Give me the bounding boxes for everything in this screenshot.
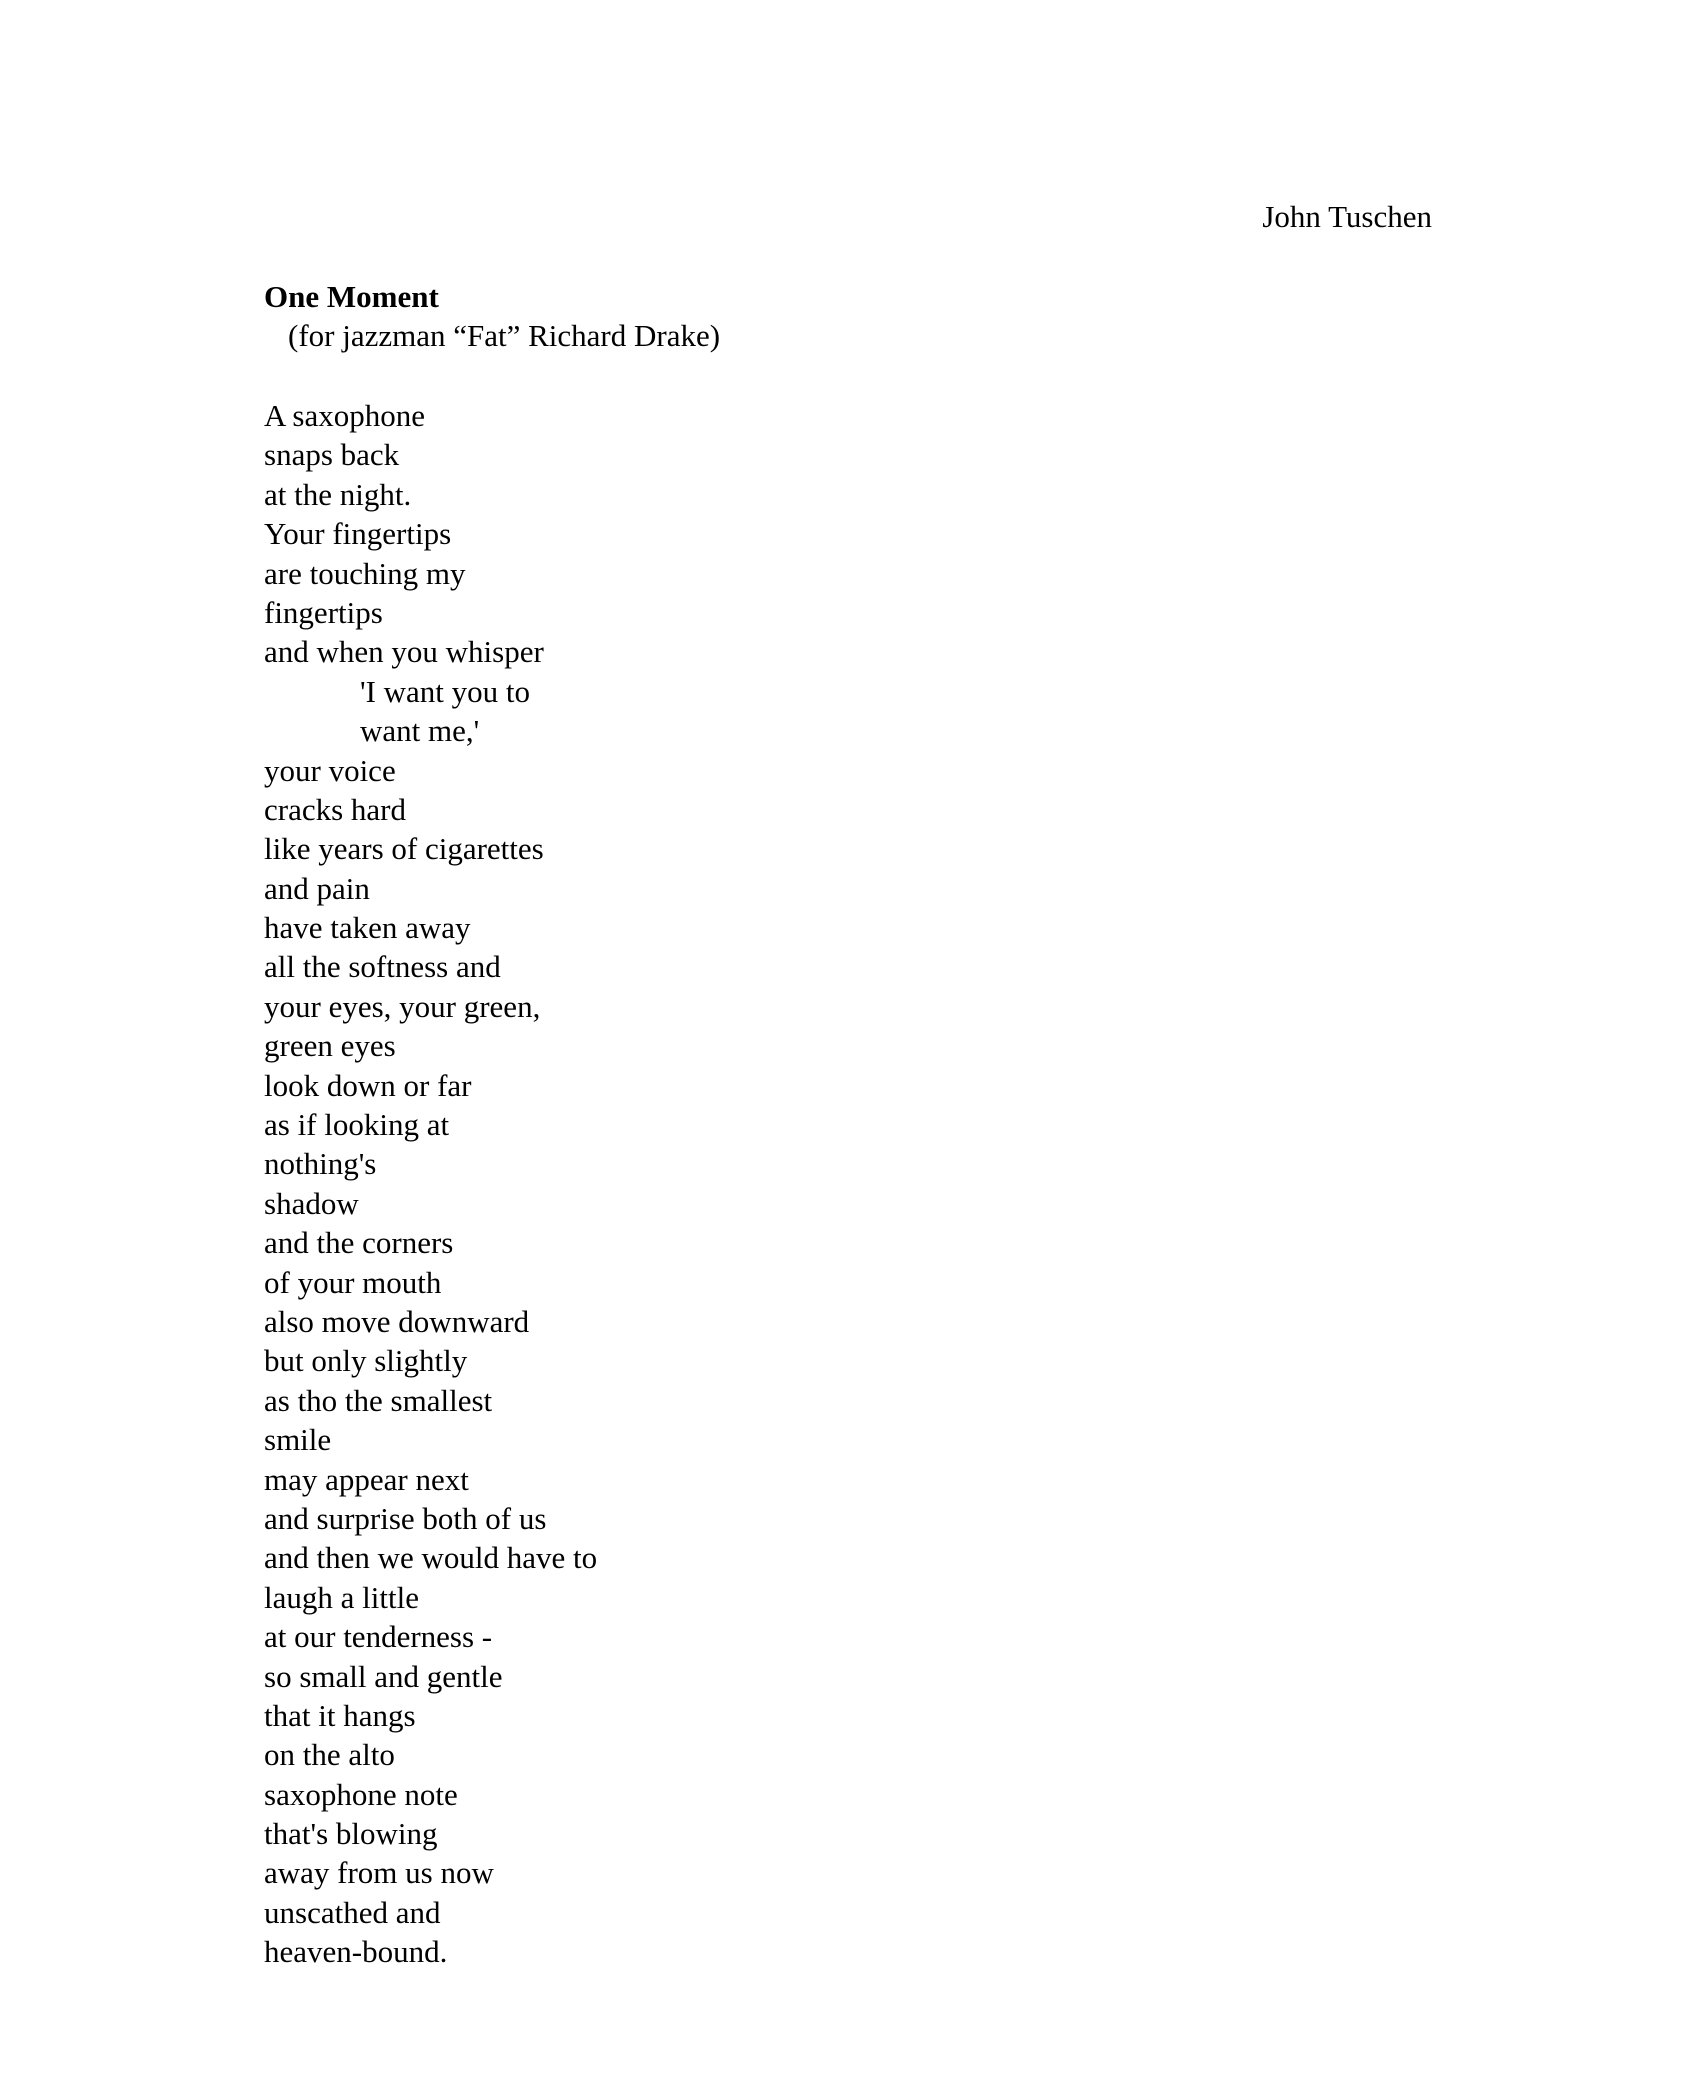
- poem-line: green eyes: [264, 1028, 396, 1064]
- poem-line: like years of cigarettes: [264, 831, 544, 867]
- poem-line: at the night.: [264, 476, 412, 512]
- poem-line: may appear next: [264, 1461, 469, 1497]
- poem-line: at our tenderness -: [264, 1619, 493, 1655]
- author-name: John Tuschen: [1262, 199, 1432, 234]
- poem-line: laugh a little: [264, 1579, 419, 1615]
- poem-line: saxophone note: [264, 1776, 458, 1812]
- poem-line: shadow: [264, 1185, 359, 1221]
- poem-line: as if looking at: [264, 1107, 450, 1143]
- poem-line: all the softness and: [264, 949, 501, 985]
- poem-dedication: (for jazzman “Fat” Richard Drake): [288, 318, 721, 353]
- poem-title: One Moment: [264, 279, 439, 314]
- poem-line: on the alto: [264, 1737, 395, 1773]
- poem-line: also move downward: [264, 1303, 530, 1339]
- poem-line: that it hangs: [264, 1697, 416, 1733]
- poem-line: but only slightly: [264, 1343, 468, 1379]
- poem-line: Your fingertips: [264, 516, 452, 552]
- poem-line: A saxophone: [264, 398, 426, 433]
- poem-line: cracks hard: [264, 791, 406, 827]
- poem-line: look down or far: [264, 1067, 472, 1103]
- poem-line: away from us now: [264, 1855, 494, 1891]
- poem-line: nothing's: [264, 1146, 377, 1182]
- poem-body: [264, 396, 597, 1972]
- poem-line: are touching my: [264, 555, 466, 591]
- poem-line: heaven-bound.: [264, 1934, 448, 1970]
- poem-line: unscathed and: [264, 1894, 441, 1930]
- poem-line: that's blowing: [264, 1816, 438, 1852]
- poem-line: and when you whisper: [264, 634, 544, 670]
- poem-line: fingertips: [264, 594, 383, 630]
- poem-line: smile: [264, 1422, 332, 1458]
- poem-line: your voice: [264, 752, 396, 788]
- poem-line: and surprise both of us: [264, 1500, 547, 1536]
- poem-line: as tho the smallest: [264, 1382, 493, 1418]
- poem-line: have taken away: [264, 910, 471, 946]
- poem-line: of your mouth: [264, 1264, 442, 1300]
- poem-line: and pain: [264, 870, 370, 906]
- poem-line: your eyes, your green,: [264, 988, 541, 1024]
- poem-line: 'I want you to: [360, 673, 531, 709]
- poem-line: and the corners: [264, 1225, 454, 1261]
- poem-line: so small and gentle: [264, 1658, 503, 1694]
- poem-line: want me,': [360, 713, 480, 749]
- poem-line: snaps back: [264, 437, 400, 473]
- poem-line: and then we would have to: [264, 1540, 598, 1576]
